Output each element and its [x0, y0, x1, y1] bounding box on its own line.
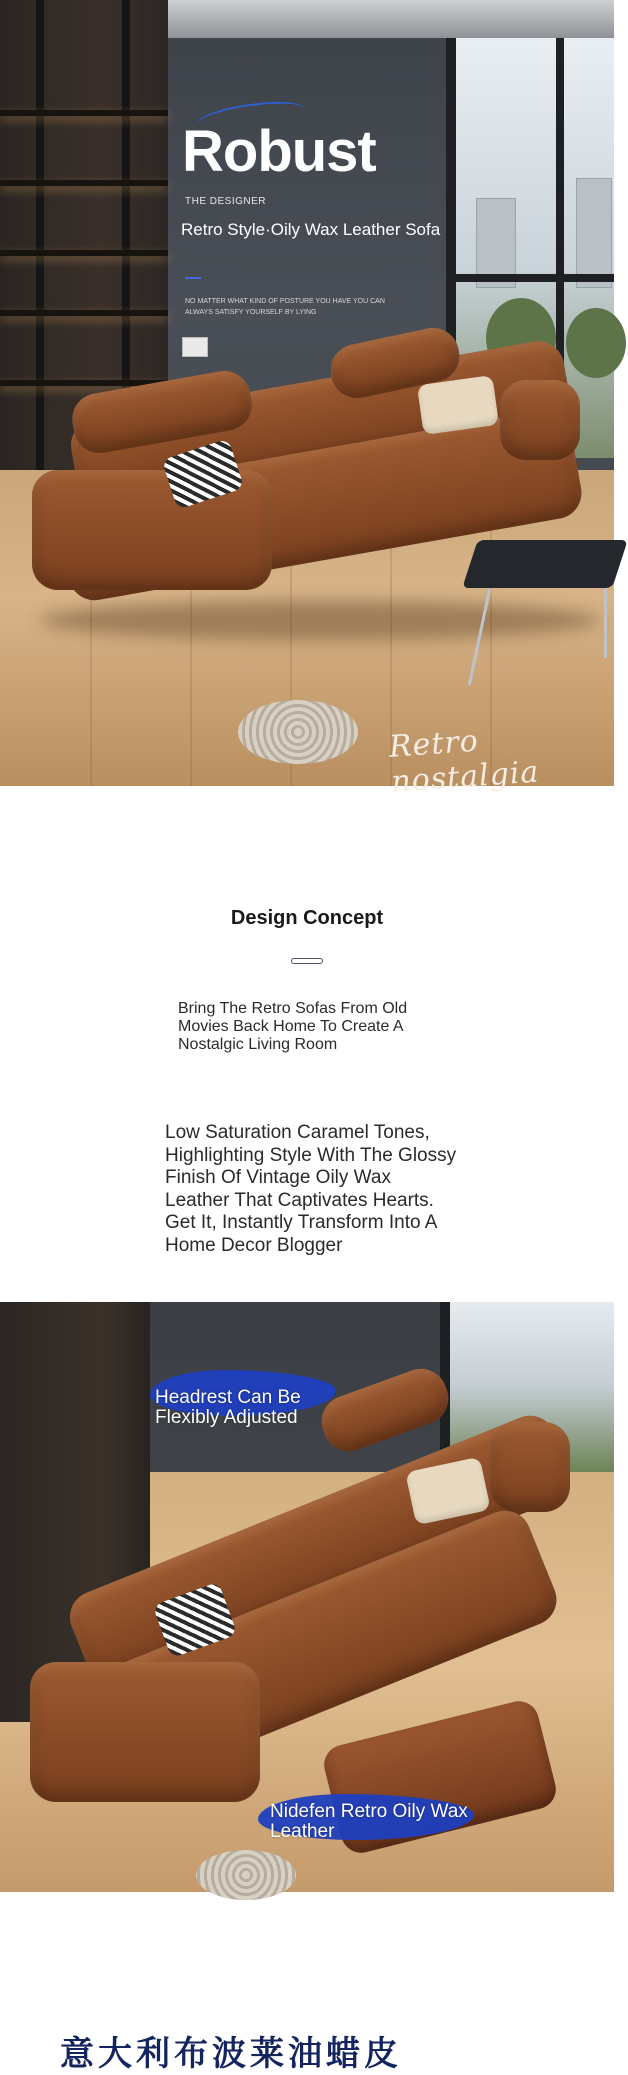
- sofa-shadow: [40, 600, 600, 640]
- concept-body: Low Saturation Caramel Tones, Highlighting Style With The Glossy Finish Of Vintage Oily Wax Leather That Captivates Hearts. Get It, Instantly Transform Into A Home Decor Blogger: [165, 1122, 457, 1256]
- hero-note: NO MATTER WHAT KIND OF POSTURE YOU HAVE YOU CAN ALWAYS SATISFY YOURSELF BY LYING: [185, 298, 385, 316]
- sofa-armrest: [30, 1662, 260, 1802]
- accent-dash: [185, 277, 201, 279]
- cream-pillow: [417, 375, 499, 435]
- table-leg: [604, 588, 607, 658]
- script-signature: Retro nostalgia: [387, 723, 541, 800]
- section-heading: 意大利布波莱油蜡皮: [60, 2035, 402, 2073]
- brand-title: Robust: [182, 119, 376, 184]
- headrest-callout: Headrest Can Be Flexibly Adjusted: [155, 1387, 301, 1428]
- coffee-table: [462, 540, 628, 588]
- building: [576, 178, 612, 288]
- sofa-armrest: [500, 380, 580, 460]
- window-frame: [456, 274, 614, 282]
- shelf-board: [0, 180, 168, 186]
- product-feature-image: [0, 1302, 614, 1892]
- woven-pouf: [196, 1850, 296, 1900]
- ceiling: [160, 0, 614, 38]
- tree: [566, 308, 626, 378]
- title-divider-icon: [291, 958, 323, 964]
- shelf-board: [0, 310, 168, 316]
- light-switch: [182, 337, 208, 357]
- shelf-board: [0, 250, 168, 256]
- shelf-board: [0, 110, 168, 116]
- hero-subtitle: Retro Style·Oily Wax Leather Sofa: [181, 220, 441, 239]
- concept-lead: Bring The Retro Sofas From Old Movies Back Home To Create A Nostalgic Living Room: [178, 1000, 408, 1053]
- hero-banner: [0, 0, 614, 800]
- woven-pouf: [238, 700, 358, 764]
- designer-label: THE DESIGNER: [185, 196, 267, 207]
- section-title: Design Concept: [230, 907, 384, 929]
- leather-callout: Nidefen Retro Oily Wax Leather: [270, 1801, 468, 1842]
- sofa-armrest: [490, 1422, 570, 1512]
